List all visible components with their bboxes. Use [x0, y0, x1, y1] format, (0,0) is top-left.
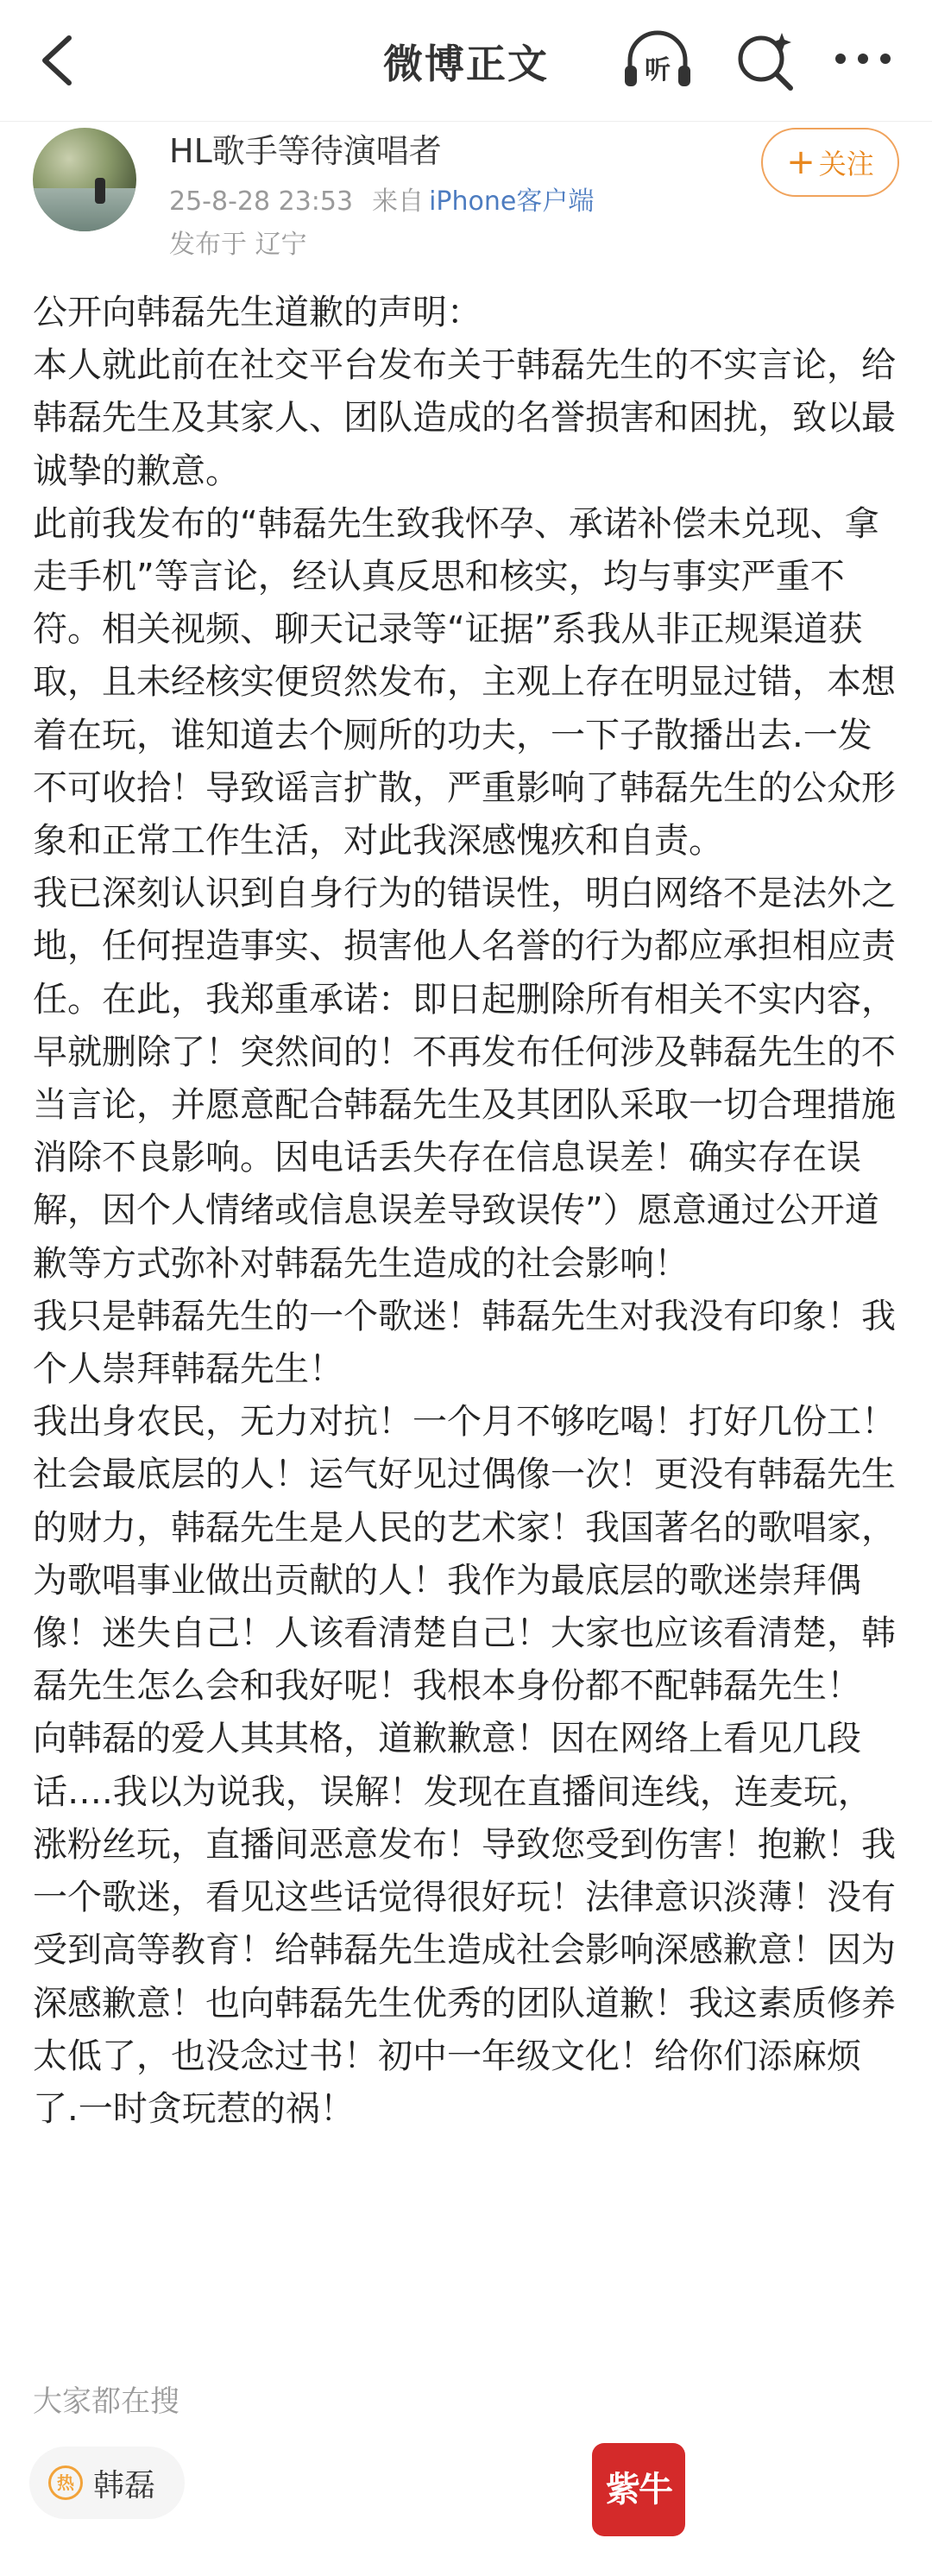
post-paragraph: 我只是韩磊先生的一个歌迷！韩磊先生对我没有印象！我个人崇拜韩磊先生！ — [33, 1296, 896, 1390]
search-keyword-chip[interactable] — [29, 2447, 185, 2519]
page-title: 微博正文 — [383, 41, 549, 87]
post-paragraph: 向韩磊的爱人其其格，道歉歉意！因在网络上看见几段话….我以为说我，误解！发现在直播间连线，连麦玩，涨粉丝玩，直播间恶意发布！导致您受到伤害！抱歉！我一个歌迷，看见这些话觉得很好玩！法律意识淡薄！没有受到高等教育！给韩磊先生造成社会影响深感歉意！因为深感歉意！也向韩磊先生优秀的团队道歉！我这素质修养太低了，也没念过书！初中一年级文化！给你们添麻烦了.一时贪玩惹的祸！ — [33, 1719, 896, 2129]
avatar-figure — [95, 178, 105, 204]
follow-button[interactable] — [761, 128, 899, 197]
post-paragraph: 我出身农民，无力对抗！一个月不够吃喝！打好几份工！社会最底层的人！运气好见过偶像一次！更没有韩磊先生的财力，韩磊先生是人民的艺术家！我国著名的歌唱家，为歌唱事业做出贡献的人！我作为最底层的歌迷崇拜偶像！迷失自己！人该看清楚自己！大家也应该看清楚，韩磊先生怎么会和我好呢！我根本身份都不配韩磊先生！ — [33, 1402, 896, 1707]
post-meta — [169, 180, 594, 218]
avatar-water — [33, 188, 136, 231]
post-date: 25-8-28 23:53 — [169, 186, 354, 217]
more-icon[interactable] — [828, 41, 897, 76]
avatar[interactable] — [33, 128, 136, 231]
watermark-text: 紫牛 — [606, 2470, 671, 2510]
post-paragraph: 公开向韩磊先生道歉的声明： — [33, 293, 482, 332]
top-nav-bar — [0, 0, 932, 122]
hot-badge-icon — [48, 2466, 83, 2500]
post-paragraph: 本人就此前在社交平台发布关于韩磊先生的不实言论，给韩磊先生及其家人、团队造成的名誉损害和困扰，致以最诚挚的歉意。 — [33, 345, 896, 491]
hot-badge-label: 热 — [57, 2472, 74, 2493]
search-keyword: 韩磊 — [93, 2467, 156, 2503]
author-header — [0, 121, 932, 276]
author-name[interactable]: HL歌手等待演唱者 — [169, 132, 442, 170]
plus-icon: + — [786, 142, 816, 182]
source-prefix: 来自 — [372, 186, 425, 217]
watermark-logo — [592, 2443, 685, 2536]
listen-button[interactable] — [621, 28, 694, 93]
trending-search-section — [0, 2374, 932, 2576]
listen-label: 听 — [645, 55, 671, 85]
post-paragraph: 我已深刻认识到自身行为的错误性，明白网络不是法外之地，任何捏造事实、损害他人名誉的行为都应承担相应责任。在此，我郑重承诺：即日起删除所有相关不实内容，早就删除了！突然间的！不再发布任何涉及韩磊先生的不当言论，并愿意配合韩磊先生及其团队采取一切合理措施消除不良影响。因电话丢失存在信息误差！确实存在误解，因个人情绪或信息误差导致误传”）愿意通过公开道歉等方式弥补对韩磊先生造成的社会影响！ — [33, 874, 896, 1284]
source-client-link[interactable]: iPhone客户端 — [429, 186, 595, 217]
post-body — [33, 287, 904, 2136]
search-icon[interactable] — [732, 28, 797, 93]
post-paragraph: 此前我发布的“韩磊先生致我怀孕、承诺补偿未兑现、拿走手机”等言论，经认真反思和核实，均与事实严重不符。相关视频、聊天记录等“证据”系我从非正规渠道获取，且未经核实便贸然发布，主观上存在明显过错，本想着在玩，谁知道去个厕所的功夫，一下子散播出去.一发不可收拾！导致谣言扩散，严重影响了韩磊先生的公众形象和正常工作生活，对此我深感愧疚和自责。 — [33, 503, 896, 862]
trending-search-title: 大家都在搜 — [33, 2384, 179, 2419]
post-location: 发布于 辽宁 — [169, 230, 307, 260]
follow-label: 关注 — [818, 148, 874, 180]
